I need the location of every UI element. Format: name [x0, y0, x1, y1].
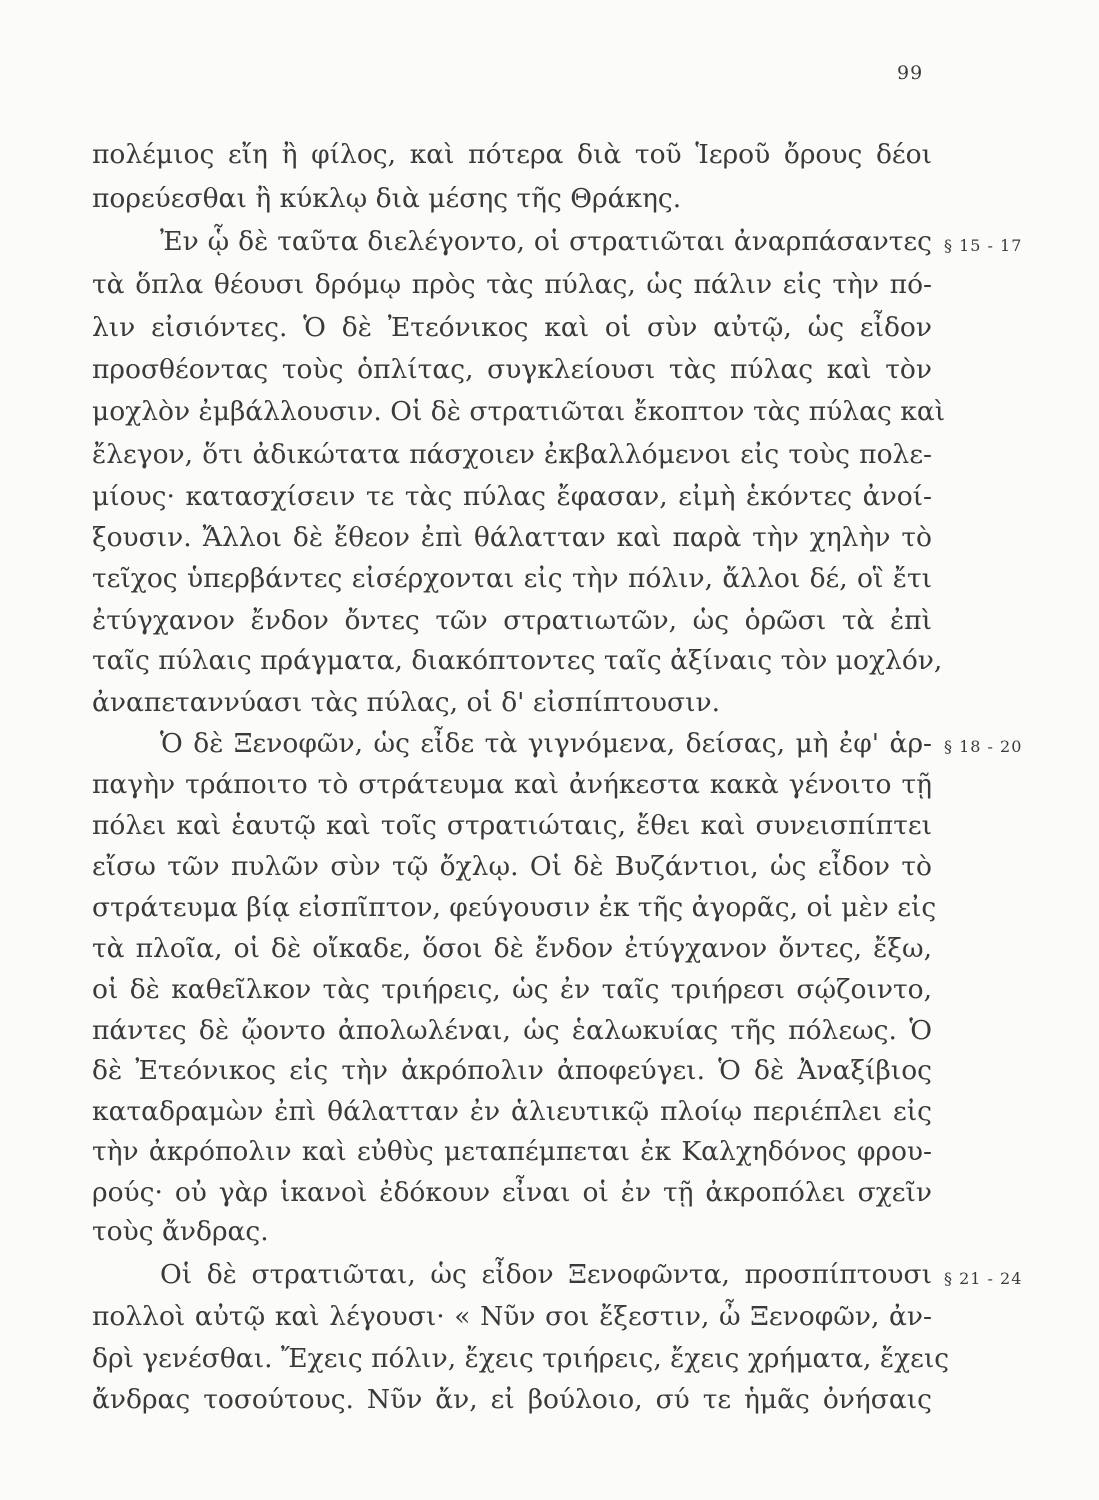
- text-line: δρὶ γενέσθαι. Ἔχεις πόλιν, ἔχεις τριήρεις, ἔχεις χρήματα, ἔχεις: [92, 1343, 950, 1374]
- text-line: καταδραμὼν ἐπὶ θάλατταν ἐν ἁλιευτικῷ πλοίῳ περιέπλει εἰς: [92, 1096, 932, 1127]
- text-line: ἐτύγχανον ἔνδον ὄντες τῶν στρατιωτῶν, ὡς ὁρῶσι τὰ ἐπὶ: [92, 605, 932, 636]
- text-line: τοὺς ἄνδρας.: [92, 1216, 269, 1247]
- text-line: πάντες δὲ ᾤοντο ἀπολωλέναι, ὡς ἑαλωκυίας τῆς πόλεως. Ὁ: [92, 1015, 932, 1046]
- text-line: Ἐν ᾧ δὲ ταῦτα διελέγοντο, οἱ στρατιῶται ἀναρπάσαντες: [160, 226, 932, 257]
- text-line: πορεύεσθαι ἢ κύκλῳ διὰ μέσης τῆς Θράκης.: [92, 183, 682, 214]
- text-line: πόλει καὶ ἑαυτῷ καὶ τοῖς στρατιώταις, ἔθει καὶ συνεισπίπτει: [92, 810, 932, 841]
- text-line: Οἱ δὲ στρατιῶται, ὡς εἶδον Ξενοφῶντα, προσπίπτουσι: [160, 1259, 932, 1290]
- text-line: μοχλὸν ἐμβάλλουσιν. Οἱ δὲ στρατιῶται ἔκοπτον τὰς πύλας καὶ: [92, 396, 946, 427]
- text-line: ἄνδρας τοσούτους. Νῦν ἄν, εἰ βούλοιο, σύ τε ἡμᾶς ὀνήσαις: [92, 1384, 932, 1415]
- text-line: τεῖχος ὑπερβάντες εἰσέρχονται εἰς τὴν πόλιν, ἄλλοι δέ, οἳ ἔτι: [92, 563, 932, 594]
- text-line: λιν εἰσιόντες. Ὁ δὲ Ἐτεόνικος καὶ οἱ σὺν αὐτῷ, ὡς εἶδον: [92, 312, 932, 343]
- margin-note-section: § 21 - 24: [944, 1269, 1023, 1288]
- text-line: ἔλεγον, ὅτι ἀδικώτατα πάσχοιεν ἐκβαλλόμενοι εἰς τοὺς πολε-: [92, 439, 932, 470]
- text-line: τὰ ὅπλα θέουσι δρόμῳ πρὸς τὰς πύλας, ὡς πάλιν εἰς τὴν πό-: [92, 269, 932, 300]
- text-line: τὰ πλοῖα, οἱ δὲ οἴκαδε, ὅσοι δὲ ἔνδον ἐτύγχανον ὄντες, ἔξω,: [92, 933, 932, 964]
- text-line: δὲ Ἐτεόνικος εἰς τὴν ἀκρόπολιν ἀποφεύγει. Ὁ δὲ Ἀναξίβιος: [92, 1055, 932, 1086]
- text-line: μίους· κατασχίσειν τε τὰς πύλας ἔφασαν, εἰμὴ ἑκόντες ἀνοί-: [92, 481, 932, 512]
- text-line: εἴσω τῶν πυλῶν σὺν τῷ ὄχλῳ. Οἱ δὲ Βυζάντιοι, ὡς εἶδον τὸ: [92, 851, 932, 882]
- text-line: προσθέοντας τοὺς ὁπλίτας, συγκλείουσι τὰς πύλας καὶ τὸν: [92, 354, 932, 385]
- text-line: ἀναπεταννύασι τὰς πύλας, οἱ δ' εἰσπίπτουσιν.: [92, 687, 721, 718]
- text-line: πολλοὶ αὐτῷ καὶ λέγουσι· « Νῦν σοι ἔξεστιν, ὦ Ξενοφῶν, ἀν-: [92, 1301, 932, 1332]
- text-line: τὴν ἀκρόπολιν καὶ εὐθὺς μεταπέμπεται ἐκ Καλχηδόνος φρου-: [92, 1136, 932, 1167]
- text-line: οἱ δὲ καθεῖλκον τὰς τριήρεις, ὡς ἐν ταῖς τριήρεσι σῴζοιντο,: [92, 974, 932, 1005]
- text-line: ξουσιν. Ἄλλοι δὲ ἔθεον ἐπὶ θάλατταν καὶ παρὰ τὴν χηλὴν τὸ: [92, 522, 932, 553]
- text-line: ρούς· οὐ γὰρ ἱκανοὶ ἐδόκουν εἶναι οἱ ἐν τῇ ἀκροπόλει σχεῖν: [92, 1177, 932, 1208]
- page-number: 99: [897, 62, 924, 84]
- margin-note-section: § 15 - 17: [944, 236, 1023, 255]
- text-line: παγὴν τράποιτο τὸ στράτευμα καὶ ἀνήκεστα κακὰ γένοιτο τῇ: [92, 769, 932, 800]
- margin-note-section: § 18 - 20: [944, 737, 1023, 756]
- text-line: ταῖς πύλαις πράγματα, διακόπτοντες ταῖς ἀξίναις τὸν μοχλόν,: [92, 645, 943, 676]
- text-line: Ὁ δὲ Ξενοφῶν, ὡς εἶδε τὰ γιγνόμενα, δείσας, μὴ ἐφ' ἁρ-: [160, 728, 932, 759]
- text-line: στράτευμα βίᾳ εἰσπῖπτον, φεύγουσιν ἐκ τῆς ἀγορᾶς, οἱ μὲν εἰς: [92, 892, 937, 923]
- text-line: πολέμιος εἴη ἢ φίλος, καὶ πότερα διὰ τοῦ Ἱεροῦ ὄρους δέοι: [92, 139, 932, 170]
